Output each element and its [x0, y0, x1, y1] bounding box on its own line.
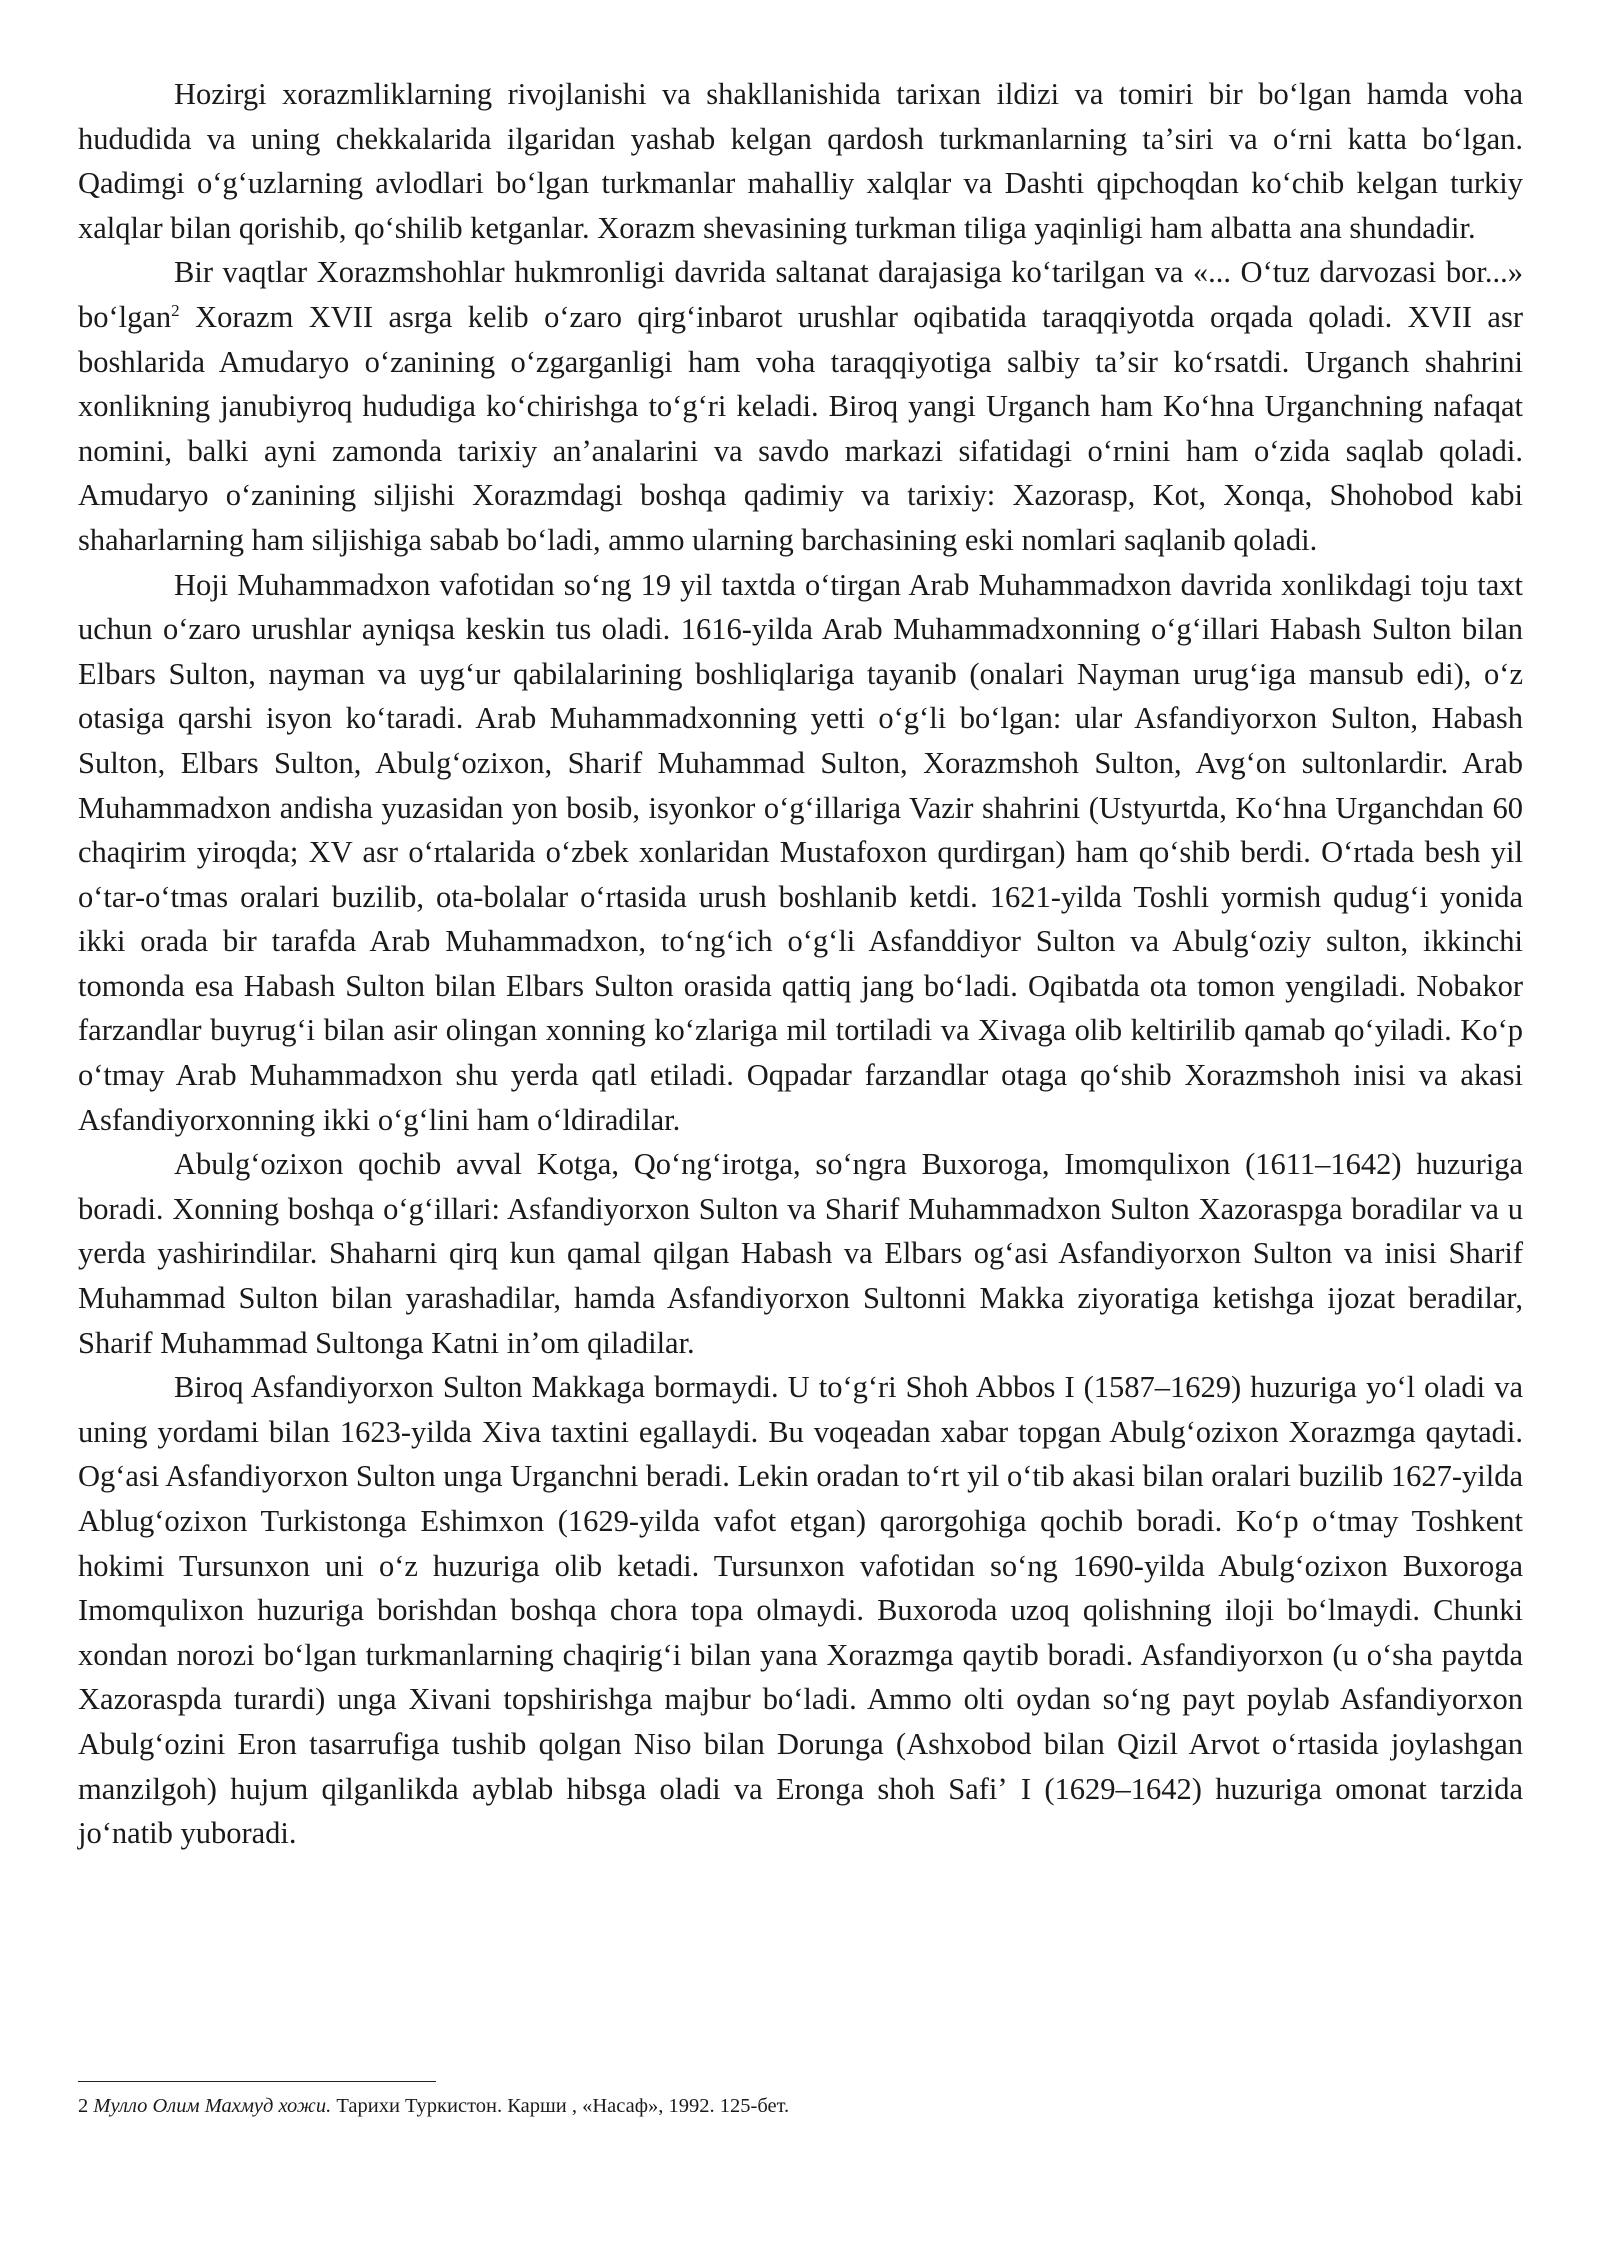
- paragraph-2-part-1: Bir vaqtlar Xorazmshohlar hukmronligi davrida saltanat darajasiga koʻtarilgan va «... Oʻtuz darvozasi bor...» boʻlgan: [78, 255, 1523, 334]
- paragraph-2: [78, 250, 1523, 562]
- footnote-number: 2: [78, 2095, 89, 2117]
- footnote-text: Тарихи Туркистон. Карши , «Насаф», 1992. 125-бет.: [331, 2095, 790, 2117]
- footnote-divider: [78, 2081, 436, 2082]
- footnote-reference: 2: [171, 300, 180, 320]
- paragraph-2-part-2: Xorazm XVII asrga kelib oʻzaro qirgʻinbarot urushlar oqibatida taraqqiyotda orqada qoladi. XVII asr boshlarida Amudaryo oʻzanining oʻzgarganligi ham voha taraqqiyotiga salbiy taʼsir koʻrsatdi. Urganch shahrini xonlikning janubiyroq hududiga koʻchirishga toʻgʻri keladi. Biroq yangi Urganch ham Koʻhna Urganchning nafaqat nomini, balki ayni zamonda tarixiy anʼanalarini va savdo markazi sifatidagi oʻrnini ham oʻzida saqlab qoladi. Amudaryo oʻzanining siljishi Xorazmdagi boshqa qadimiy va tarixiy: Xazorasp, Kot, Xonqa, Shohobod kabi shaharlarning ham siljishiga sabab boʻladi, ammo ularning barchasining eski nomlari saqlanib qoladi.: [78, 299, 1523, 557]
- paragraph-1: Hozirgi xorazmliklarning rivojlanishi va shakllanishida tarixan ildizi va tomiri bir boʻlgan hamda voha hududida va uning chekkalarida ilgaridan yashab kelgan qardosh turkmanlarning taʼsiri va oʻrni katta boʻlgan. Qadimgi oʻgʻuzlarning avlodlari boʻlgan turkmanlar mahalliy xalqlar va Dashti qipchoqdan koʻchib kelgan turkiy xalqlar bilan qorishib, qoʻshilib ketganlar. Xorazm shevasining turkman tiliga yaqinligi ham albatta ana shundadir.: [78, 77, 1523, 245]
- document-body: [78, 72, 1523, 1856]
- footnote: [78, 2093, 789, 2119]
- footnote-author: Мулло Олим Махмуд хожи.: [93, 2095, 332, 2117]
- paragraph-4: Abulgʻozixon qochib avval Kotga, Qoʻngʻirotga, soʻngra Buxoroga, Imomqulixon (1611–1642) huzuriga boradi. Xonning boshqa oʻgʻillari: Asfandiyorxon Sulton va Sharif Muhammadxon Sulton Xazoraspga boradilar va u yerda yashirindilar. Shaharni qirq kun qamal qilgan Habash va Elbars ogʻasi Asfandiyorxon Sulton va inisi Sharif Muhammad Sulton bilan yarashadilar, hamda Asfandiyorxon Sultonni Makka ziyoratiga ketishga ijozat beradilar, Sharif Muhammad Sultonga Katni inʼom qiladilar.: [78, 1147, 1523, 1360]
- paragraph-3: Hoji Muhammadxon vafotidan soʻng 19 yil taxtda oʻtirgan Arab Muhammadxon davrida xonlikdagi toju taxt uchun oʻzaro urushlar ayniqsa keskin tus oladi. 1616-yilda Arab Muhammadxonning oʻgʻillari Habash Sulton bilan Elbars Sulton, nayman va uygʻur qabilalarining boshliqlariga tayanib (onalari Nayman urugʻiga mansub edi), oʻz otasiga qarshi isyon koʻtaradi. Arab Muhammadxonning yetti oʻgʻli boʻlgan: ular Asfandiyorxon Sulton, Habash Sulton, Elbars Sulton, Abulgʻozixon, Sharif Muhammad Sulton, Xorazmshoh Sulton, Avgʻon sultonlardir. Arab Muhammadxon andisha yuzasidan yon bosib, isyonkor oʻgʻillariga Vazir shahrini (Ustyurtda, Koʻhna Urganchdan 60 chaqirim yiroqda; XV asr oʻrtalarida oʻzbek xonlaridan Mustafoxon qurdirgan) ham qoʻshib berdi. Oʻrtada besh yil oʻtar-oʻtmas oralari buzilib, ota-bolalar oʻrtasida urush boshlanib ketdi. 1621-yilda Toshli yormish qudugʻi yonida ikki orada bir tarafda Arab Muhammadxon, toʻngʻich oʻgʻli Asfanddiyor Sulton va Abulgʻoziy sulton, ikkinchi tomonda esa Habash Sulton bilan Elbars Sulton orasida qattiq jang boʻladi. Oqibatda ota tomon yengiladi. Nobakor farzandlar buyrugʻi bilan asir olingan xonning koʻzlariga mil tortiladi va Xivaga olib keltirilib qamab qoʻyiladi. Koʻp oʻtmay Arab Muhammadxon shu yerda qatl etiladi. Oqpadar farzandlar otaga qoʻshib Xorazmshoh inisi va akasi Asfandiyorxonning ikki oʻgʻlini ham oʻldiradilar.: [78, 567, 1523, 1137]
- paragraph-5: Biroq Asfandiyorxon Sulton Makkaga bormaydi. U toʻgʻri Shoh Abbos I (1587–1629) huzuriga yoʻl oladi va uning yordami bilan 1623-yilda Xiva taxtini egallaydi. Bu voqeadan xabar topgan Abulgʻozixon Xorazmga qaytadi. Ogʻasi Asfandiyorxon Sulton unga Urganchni beradi. Lekin oradan toʻrt yil oʻtib akasi bilan oralari buzilib 1627-yilda Ablugʻozixon Turkistonga Eshimxon (1629-yilda vafot etgan) qarorgohiga qochib boradi. Koʻp oʻtmay Toshkent hokimi Tursunxon uni oʻz huzuriga olib ketadi. Tursunxon vafotidan soʻng 1690-yilda Abulgʻozixon Buxoroga Imomqulixon huzuriga borishdan boshqa chora topa olmaydi. Buxoroda uzoq qolishning iloji boʻlmaydi. Chunki xondan norozi boʻlgan turkmanlarning chaqirigʻi bilan yana Xorazmga qaytib boradi. Asfandiyorxon (u oʻsha paytda Xazoraspda turardi) unga Xivani topshirishga majbur boʻladi. Ammo olti oydan soʻng payt poylab Asfandiyorxon Abulgʻozini Eron tasarrufiga tushib qolgan Niso bilan Dorunga (Ashxobod bilan Qizil Arvot oʻrtasida joylashgan manzilgoh) hujum qilganlikda ayblab hibsga oladi va Eronga shoh Safiʼ I (1629–1642) huzuriga omonat tarzida joʻnatib yuboradi.: [78, 1370, 1523, 1851]
